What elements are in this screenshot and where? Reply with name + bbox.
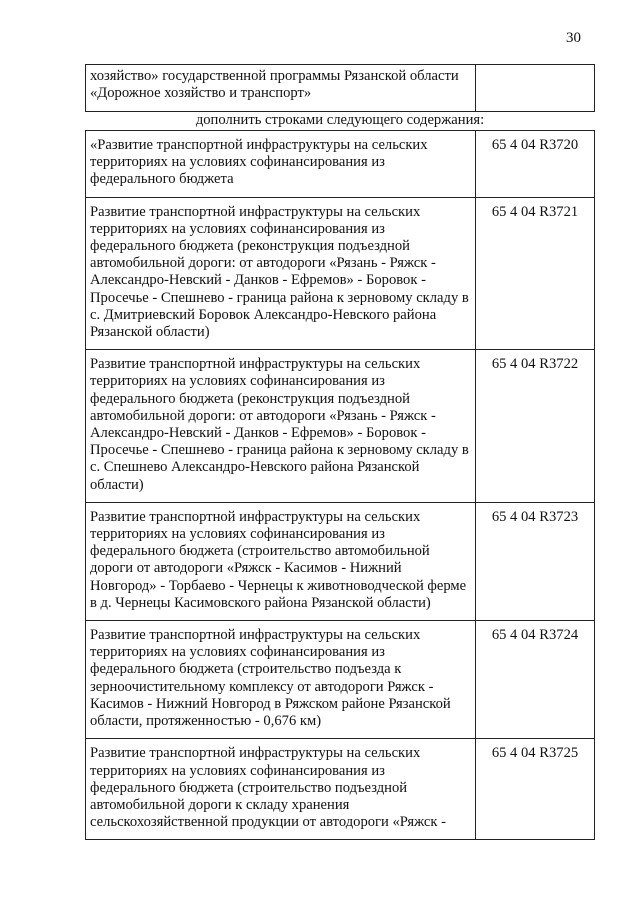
row-description: Развитие транспортной инфраструктуры на сельских территориях на условиях софинансирования из федерального бюджета (строительство автомобильной дороги от автодороги «Ряжск - Касимов - Нижний Новгород» - Торбаево - Чернецы к животноводческой ферме в д. Чернецы Касимовского района Рязанской области) (86, 502, 476, 620)
row-code: 65 4 04 R3721 (476, 197, 595, 350)
row-code: 65 4 04 R3724 (476, 621, 595, 739)
table-row (86, 350, 595, 503)
row-code (476, 65, 595, 112)
table-row (86, 739, 595, 840)
row-description: Развитие транспортной инфраструктуры на сельских территориях на условиях софинансирования из федерального бюджета (реконструкция подъездной автомобильной дороги: от автодороги «Рязань - Ряжск - Александро-Невский - Данков - Ефремов» - Боровок - Просечье - Спешнево - граница района к зерновому складу в с. Дмитриевский Боровок Александро-Невского района Рязанской области) (86, 197, 476, 350)
table-row (86, 621, 595, 739)
row-description: Развитие транспортной инфраструктуры на сельских территориях на условиях софинансирования из федерального бюджета (реконструкция подъездной автомобильной дороги: от автодороги «Рязань - Ряжск - Александро-Невский - Данков - Ефремов» - Боровок - Просечье - Спешнево - граница района к зерновому складу в с. Спешнево Александро-Невского района Рязанской области) (86, 350, 476, 503)
table-row (86, 131, 595, 198)
row-code: 65 4 04 R3720 (476, 131, 595, 198)
row-description: Развитие транспортной инфраструктуры на сельских территориях на условиях софинансирования из федерального бюджета (строительство подъездной автомобильной дороги к складу хранения сельскохозяйственной продукции от автодороги «Ряжск - (86, 739, 476, 840)
instruction-text: дополнить строками следующего содержания: (195, 112, 485, 128)
table-row (86, 197, 595, 350)
instruction-row (86, 112, 595, 131)
page-number: 30 (566, 30, 581, 46)
budget-classification-table (85, 64, 595, 840)
table-row-previous (86, 65, 595, 112)
row-code: 65 4 04 R3725 (476, 739, 595, 840)
row-code: 65 4 04 R3723 (476, 502, 595, 620)
row-description: Развитие транспортной инфраструктуры на сельских территориях на условиях софинансирования из федерального бюджета (строительство подъезда к зерноочистительному комплексу от автодороги Ряжск - Касимов - Нижний Новгород в Ряжском районе Рязанской области, протяженностью - 0,676 км) (86, 621, 476, 739)
row-code: 65 4 04 R3722 (476, 350, 595, 503)
table-row (86, 502, 595, 620)
row-description: хозяйство» государственной программы Рязанской области «Дорожное хозяйство и транспорт» (86, 65, 476, 112)
row-description: «Развитие транспортной инфраструктуры на сельских территориях на условиях софинансирования из федерального бюджета (86, 131, 476, 198)
